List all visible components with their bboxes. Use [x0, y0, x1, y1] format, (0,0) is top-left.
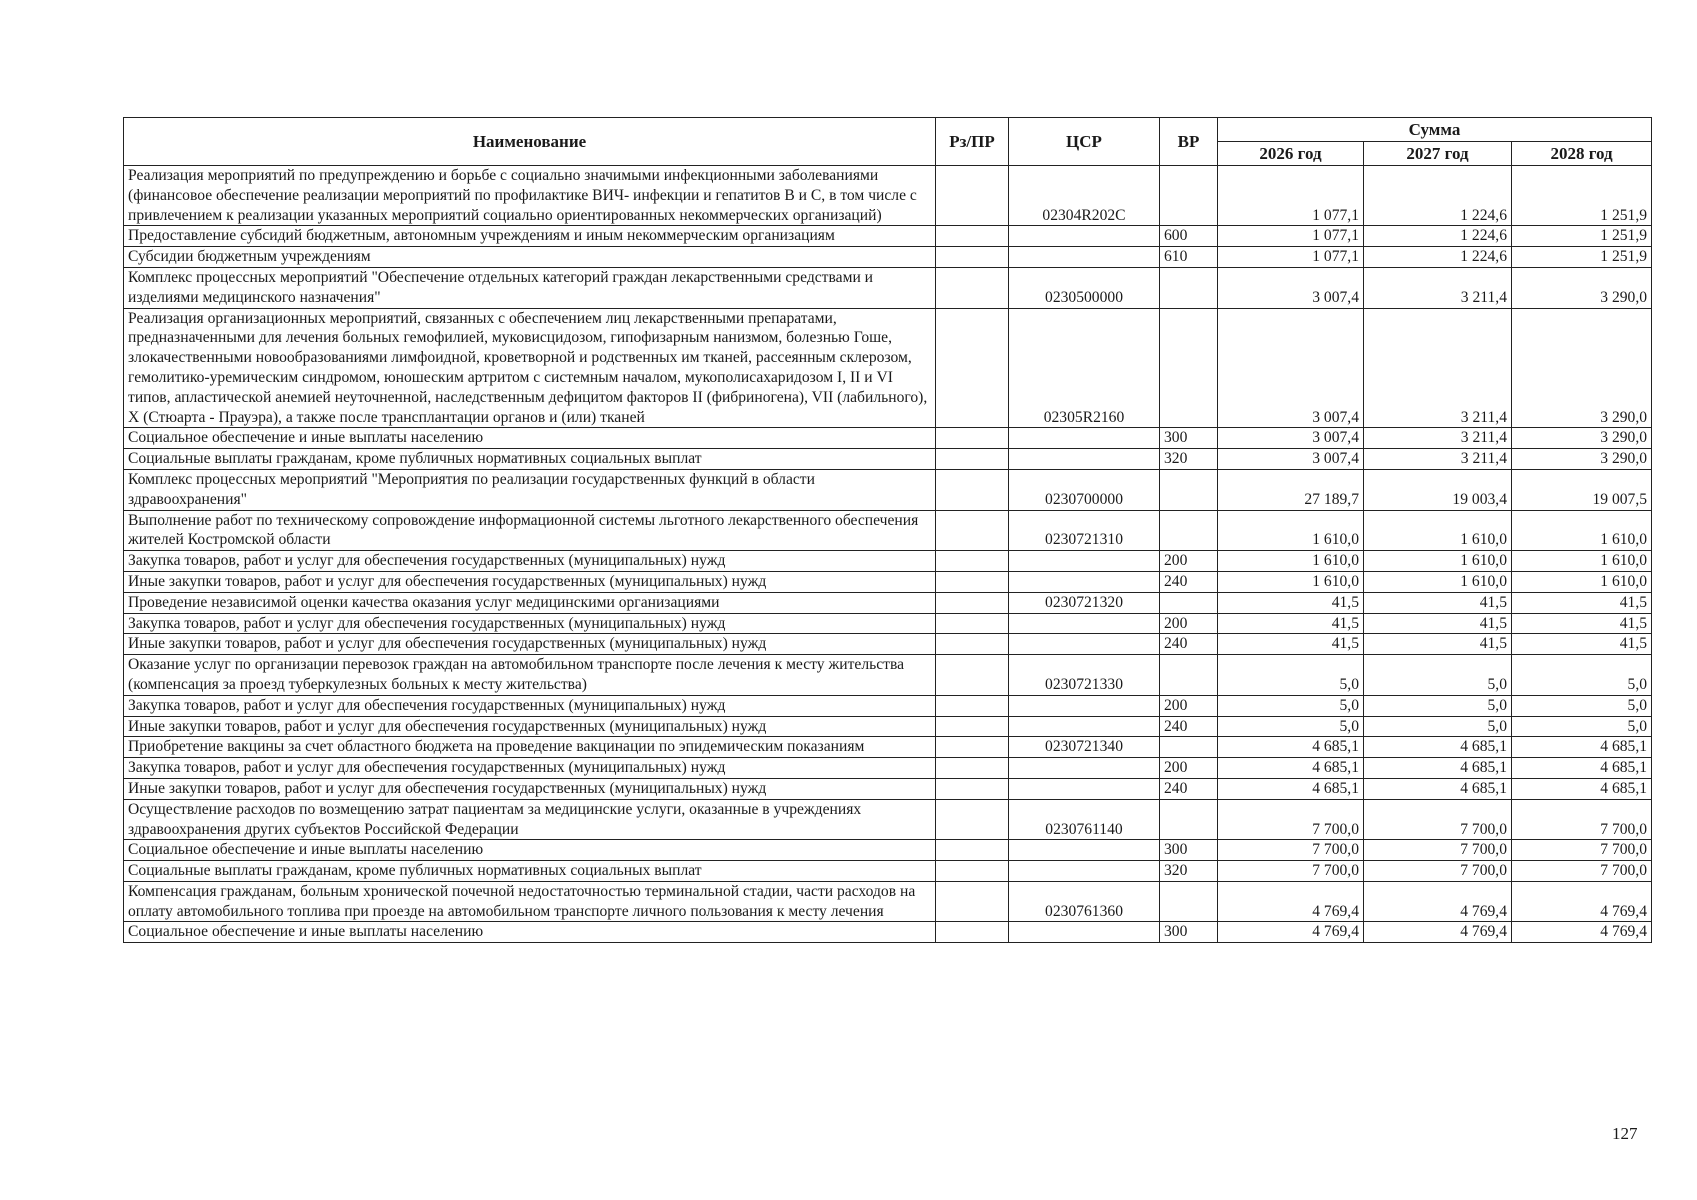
cell-vr: 240: [1160, 571, 1218, 592]
cell-csr: [1009, 758, 1160, 779]
table-row: [124, 881, 1652, 922]
cell-2028: 19 007,5: [1512, 469, 1652, 510]
cell-2028: 1 610,0: [1512, 571, 1652, 592]
header-sum: Сумма: [1218, 118, 1652, 142]
cell-2026: 7 700,0: [1218, 861, 1364, 882]
cell-2028: 1 610,0: [1512, 551, 1652, 572]
cell-rzpr: [936, 922, 1009, 943]
cell-name: Закупка товаров, работ и услуг для обеспечения государственных (муниципальных) нужд: [124, 613, 936, 634]
cell-2026: 27 189,7: [1218, 469, 1364, 510]
cell-csr: [1009, 551, 1160, 572]
cell-vr: 320: [1160, 861, 1218, 882]
cell-vr: 200: [1160, 551, 1218, 572]
cell-csr: [1009, 613, 1160, 634]
cell-csr: [1009, 247, 1160, 268]
header-vr: ВР: [1160, 118, 1218, 166]
table-row: [124, 695, 1652, 716]
cell-vr: 300: [1160, 840, 1218, 861]
table-row: [124, 655, 1652, 696]
cell-rzpr: [936, 592, 1009, 613]
cell-2027: 5,0: [1364, 716, 1512, 737]
cell-vr: 200: [1160, 613, 1218, 634]
cell-name: Реализация мероприятий по предупреждению и борьбе с социально значимыми инфекционными заболеваниями (финансовое обеспечение реализации мероприятий по профилактике ВИЧ- инфекции и гепатитов В и С, в том числе с привлечением к реализации указанных мероприятий социально ориентированных некоммерческих организаций): [124, 166, 936, 226]
cell-2027: 4 685,1: [1364, 778, 1512, 799]
cell-rzpr: [936, 634, 1009, 655]
cell-2028: 1 610,0: [1512, 510, 1652, 551]
cell-name: Социальное обеспечение и иные выплаты населению: [124, 428, 936, 449]
cell-rzpr: [936, 840, 1009, 861]
table-row: [124, 226, 1652, 247]
cell-csr: 02304R202C: [1009, 166, 1160, 226]
header-rzpr: Рз/ПР: [936, 118, 1009, 166]
cell-2028: 4 769,4: [1512, 922, 1652, 943]
cell-name: Осуществление расходов по возмещению затрат пациентам за медицинские услуги, оказанные в учреждениях здравоохранения других субъектов Российской Федерации: [124, 799, 936, 840]
cell-csr: [1009, 428, 1160, 449]
cell-2027: 7 700,0: [1364, 840, 1512, 861]
cell-rzpr: [936, 226, 1009, 247]
cell-vr: [1160, 308, 1218, 428]
cell-name: Иные закупки товаров, работ и услуг для обеспечения государственных (муниципальных) нужд: [124, 571, 936, 592]
cell-2028: 3 290,0: [1512, 308, 1652, 428]
cell-vr: 200: [1160, 695, 1218, 716]
table-row: [124, 758, 1652, 779]
cell-rzpr: [936, 695, 1009, 716]
cell-2026: 41,5: [1218, 613, 1364, 634]
cell-2027: 3 211,4: [1364, 267, 1512, 308]
cell-2027: 1 610,0: [1364, 510, 1512, 551]
cell-name: Оказание услуг по организации перевозок граждан на автомобильном транспорте после лечения к месту жительства (компенсация за проезд туберкулезных больных к месту жительства): [124, 655, 936, 696]
cell-vr: [1160, 267, 1218, 308]
table-row: [124, 428, 1652, 449]
cell-csr: [1009, 861, 1160, 882]
cell-2026: 4 685,1: [1218, 758, 1364, 779]
table-row: [124, 613, 1652, 634]
table-row: [124, 922, 1652, 943]
cell-2028: 41,5: [1512, 613, 1652, 634]
cell-csr: [1009, 840, 1160, 861]
table-row: [124, 634, 1652, 655]
cell-2028: 3 290,0: [1512, 267, 1652, 308]
cell-name: Закупка товаров, работ и услуг для обеспечения государственных (муниципальных) нужд: [124, 758, 936, 779]
cell-2027: 5,0: [1364, 655, 1512, 696]
cell-vr: 240: [1160, 778, 1218, 799]
cell-2026: 4 685,1: [1218, 737, 1364, 758]
cell-csr: 0230721340: [1009, 737, 1160, 758]
table-row: [124, 551, 1652, 572]
cell-2028: 4 685,1: [1512, 758, 1652, 779]
cell-name: Приобретение вакцины за счет областного бюджета на проведение вакцинации по эпидемическим показаниям: [124, 737, 936, 758]
cell-csr: [1009, 922, 1160, 943]
table-row: [124, 166, 1652, 226]
cell-csr: 0230721320: [1009, 592, 1160, 613]
cell-2027: 4 769,4: [1364, 881, 1512, 922]
cell-2027: 1 224,6: [1364, 166, 1512, 226]
cell-2026: 1 610,0: [1218, 571, 1364, 592]
table-row: [124, 247, 1652, 268]
table-row: [124, 469, 1652, 510]
cell-name: Предоставление субсидий бюджетным, автономным учреждениям и иным некоммерческим организациям: [124, 226, 936, 247]
header-csr: ЦСР: [1009, 118, 1160, 166]
cell-name: Проведение независимой оценки качества оказания услуг медицинскими организациями: [124, 592, 936, 613]
cell-2026: 41,5: [1218, 592, 1364, 613]
cell-2028: 5,0: [1512, 695, 1652, 716]
cell-csr: 0230721310: [1009, 510, 1160, 551]
cell-2026: 5,0: [1218, 716, 1364, 737]
cell-2026: 3 007,4: [1218, 308, 1364, 428]
cell-csr: 02305R2160: [1009, 308, 1160, 428]
cell-2028: 7 700,0: [1512, 840, 1652, 861]
cell-csr: [1009, 226, 1160, 247]
cell-vr: [1160, 510, 1218, 551]
cell-2026: 5,0: [1218, 695, 1364, 716]
cell-rzpr: [936, 510, 1009, 551]
table-row: [124, 267, 1652, 308]
cell-name: Комплекс процессных мероприятий "Мероприятия по реализации государственных функций в области здравоохранения": [124, 469, 936, 510]
cell-name: Закупка товаров, работ и услуг для обеспечения государственных (муниципальных) нужд: [124, 551, 936, 572]
cell-csr: [1009, 571, 1160, 592]
cell-rzpr: [936, 778, 1009, 799]
cell-2027: 7 700,0: [1364, 799, 1512, 840]
cell-vr: [1160, 881, 1218, 922]
cell-csr: [1009, 778, 1160, 799]
cell-rzpr: [936, 737, 1009, 758]
cell-2027: 5,0: [1364, 695, 1512, 716]
header-name: Наименование: [124, 118, 936, 166]
cell-vr: [1160, 469, 1218, 510]
cell-vr: [1160, 737, 1218, 758]
cell-name: Иные закупки товаров, работ и услуг для обеспечения государственных (муниципальных) нужд: [124, 634, 936, 655]
cell-2026: 1 077,1: [1218, 166, 1364, 226]
cell-name: Компенсация гражданам, больным хронической почечной недостаточностью терминальной стадии, части расходов на оплату автомобильного топлива при проезде на автомобильном транспорте личного пользования к месту лечения: [124, 881, 936, 922]
table-row: [124, 308, 1652, 428]
cell-csr: [1009, 449, 1160, 470]
cell-2026: 4 769,4: [1218, 881, 1364, 922]
cell-2028: 4 769,4: [1512, 881, 1652, 922]
table-row: [124, 571, 1652, 592]
budget-table: [123, 117, 1652, 943]
table-row: [124, 799, 1652, 840]
cell-2026: 3 007,4: [1218, 428, 1364, 449]
cell-2028: 41,5: [1512, 634, 1652, 655]
cell-2027: 41,5: [1364, 613, 1512, 634]
header-year-2026: 2026 год: [1218, 142, 1364, 166]
cell-name: Выполнение работ по техническому сопровождение информационной системы льготного лекарственного обеспечения жителей Костромской области: [124, 510, 936, 551]
cell-name: Иные закупки товаров, работ и услуг для обеспечения государственных (муниципальных) нужд: [124, 778, 936, 799]
cell-csr: 0230500000: [1009, 267, 1160, 308]
cell-rzpr: [936, 247, 1009, 268]
table-row: [124, 778, 1652, 799]
cell-rzpr: [936, 655, 1009, 696]
cell-csr: 0230721330: [1009, 655, 1160, 696]
cell-2026: 4 685,1: [1218, 778, 1364, 799]
cell-rzpr: [936, 308, 1009, 428]
cell-2027: 1 224,6: [1364, 247, 1512, 268]
cell-name: Социальные выплаты гражданам, кроме публичных нормативных социальных выплат: [124, 861, 936, 882]
cell-rzpr: [936, 881, 1009, 922]
cell-vr: 610: [1160, 247, 1218, 268]
page-number: 127: [1612, 1124, 1638, 1143]
cell-vr: [1160, 592, 1218, 613]
cell-vr: 600: [1160, 226, 1218, 247]
cell-2027: 4 685,1: [1364, 758, 1512, 779]
cell-2026: 3 007,4: [1218, 449, 1364, 470]
cell-rzpr: [936, 267, 1009, 308]
cell-rzpr: [936, 551, 1009, 572]
table-row: [124, 861, 1652, 882]
cell-vr: 200: [1160, 758, 1218, 779]
cell-2028: 41,5: [1512, 592, 1652, 613]
cell-name: Социальное обеспечение и иные выплаты населению: [124, 840, 936, 861]
cell-vr: 300: [1160, 428, 1218, 449]
cell-rzpr: [936, 758, 1009, 779]
cell-csr: [1009, 695, 1160, 716]
cell-2026: 7 700,0: [1218, 799, 1364, 840]
cell-2026: 1 610,0: [1218, 551, 1364, 572]
cell-csr: [1009, 634, 1160, 655]
cell-2027: 4 685,1: [1364, 737, 1512, 758]
cell-2028: 1 251,9: [1512, 247, 1652, 268]
table-row: [124, 716, 1652, 737]
cell-2027: 1 224,6: [1364, 226, 1512, 247]
cell-rzpr: [936, 799, 1009, 840]
cell-vr: 240: [1160, 716, 1218, 737]
cell-2028: 1 251,9: [1512, 226, 1652, 247]
cell-rzpr: [936, 449, 1009, 470]
cell-csr: 0230700000: [1009, 469, 1160, 510]
cell-name: Социальные выплаты гражданам, кроме публичных нормативных социальных выплат: [124, 449, 936, 470]
cell-2027: 7 700,0: [1364, 861, 1512, 882]
cell-2027: 4 769,4: [1364, 922, 1512, 943]
cell-name: Субсидии бюджетным учреждениям: [124, 247, 936, 268]
cell-csr: 0230761360: [1009, 881, 1160, 922]
cell-2026: 4 769,4: [1218, 922, 1364, 943]
table-row: [124, 592, 1652, 613]
cell-vr: 300: [1160, 922, 1218, 943]
cell-2028: 1 251,9: [1512, 166, 1652, 226]
cell-2028: 5,0: [1512, 716, 1652, 737]
cell-name: Комплекс процессных мероприятий "Обеспечение отдельных категорий граждан лекарственными средствами и изделиями медицинского назначения": [124, 267, 936, 308]
cell-2028: 5,0: [1512, 655, 1652, 696]
cell-name: Закупка товаров, работ и услуг для обеспечения государственных (муниципальных) нужд: [124, 695, 936, 716]
cell-2026: 7 700,0: [1218, 840, 1364, 861]
cell-vr: [1160, 799, 1218, 840]
cell-2027: 1 610,0: [1364, 551, 1512, 572]
table-row: [124, 510, 1652, 551]
cell-rzpr: [936, 428, 1009, 449]
cell-2026: 1 610,0: [1218, 510, 1364, 551]
cell-2027: 19 003,4: [1364, 469, 1512, 510]
cell-vr: 240: [1160, 634, 1218, 655]
cell-rzpr: [936, 861, 1009, 882]
table-row: [124, 449, 1652, 470]
cell-2026: 3 007,4: [1218, 267, 1364, 308]
cell-2028: 4 685,1: [1512, 737, 1652, 758]
cell-2028: 3 290,0: [1512, 449, 1652, 470]
cell-rzpr: [936, 716, 1009, 737]
cell-2027: 3 211,4: [1364, 428, 1512, 449]
cell-2027: 1 610,0: [1364, 571, 1512, 592]
table-body: [124, 166, 1652, 943]
cell-2027: 3 211,4: [1364, 449, 1512, 470]
cell-2027: 41,5: [1364, 592, 1512, 613]
cell-csr: [1009, 716, 1160, 737]
cell-2026: 1 077,1: [1218, 247, 1364, 268]
cell-2028: 4 685,1: [1512, 778, 1652, 799]
table-row: [124, 737, 1652, 758]
cell-name: Реализация организационных мероприятий, связанных с обеспечением лиц лекарственными препаратами, предназначенными для лечения больных гемофилией, муковисцидозом, гипофизарным нанизмом, болезнью Гоше, злокачественными новообразованиями лимфоидной, кроветворной и родственных им тканей, рассеянным склерозом, гемолитико-уремическим синдромом, юношеским артритом с системным началом, мукополисахаридозом I, II и VI типов, апластической анемией неуточненной, наследственным дефицитом факторов II (фибриногена), VII (лабильного), X (Стюарта - Прауэра), а также после трансплантации органов и (или) тканей: [124, 308, 936, 428]
cell-2027: 41,5: [1364, 634, 1512, 655]
cell-2027: 3 211,4: [1364, 308, 1512, 428]
cell-2026: 41,5: [1218, 634, 1364, 655]
cell-vr: [1160, 655, 1218, 696]
cell-2028: 3 290,0: [1512, 428, 1652, 449]
cell-2028: 7 700,0: [1512, 861, 1652, 882]
cell-vr: 320: [1160, 449, 1218, 470]
cell-rzpr: [936, 469, 1009, 510]
cell-2026: 1 077,1: [1218, 226, 1364, 247]
cell-vr: [1160, 166, 1218, 226]
cell-rzpr: [936, 166, 1009, 226]
header-year-2027: 2027 год: [1364, 142, 1512, 166]
cell-name: Социальное обеспечение и иные выплаты населению: [124, 922, 936, 943]
cell-2028: 7 700,0: [1512, 799, 1652, 840]
cell-2026: 5,0: [1218, 655, 1364, 696]
table-row: [124, 840, 1652, 861]
header-year-2028: 2028 год: [1512, 142, 1652, 166]
cell-name: Иные закупки товаров, работ и услуг для обеспечения государственных (муниципальных) нужд: [124, 716, 936, 737]
cell-rzpr: [936, 613, 1009, 634]
cell-rzpr: [936, 571, 1009, 592]
cell-csr: 0230761140: [1009, 799, 1160, 840]
